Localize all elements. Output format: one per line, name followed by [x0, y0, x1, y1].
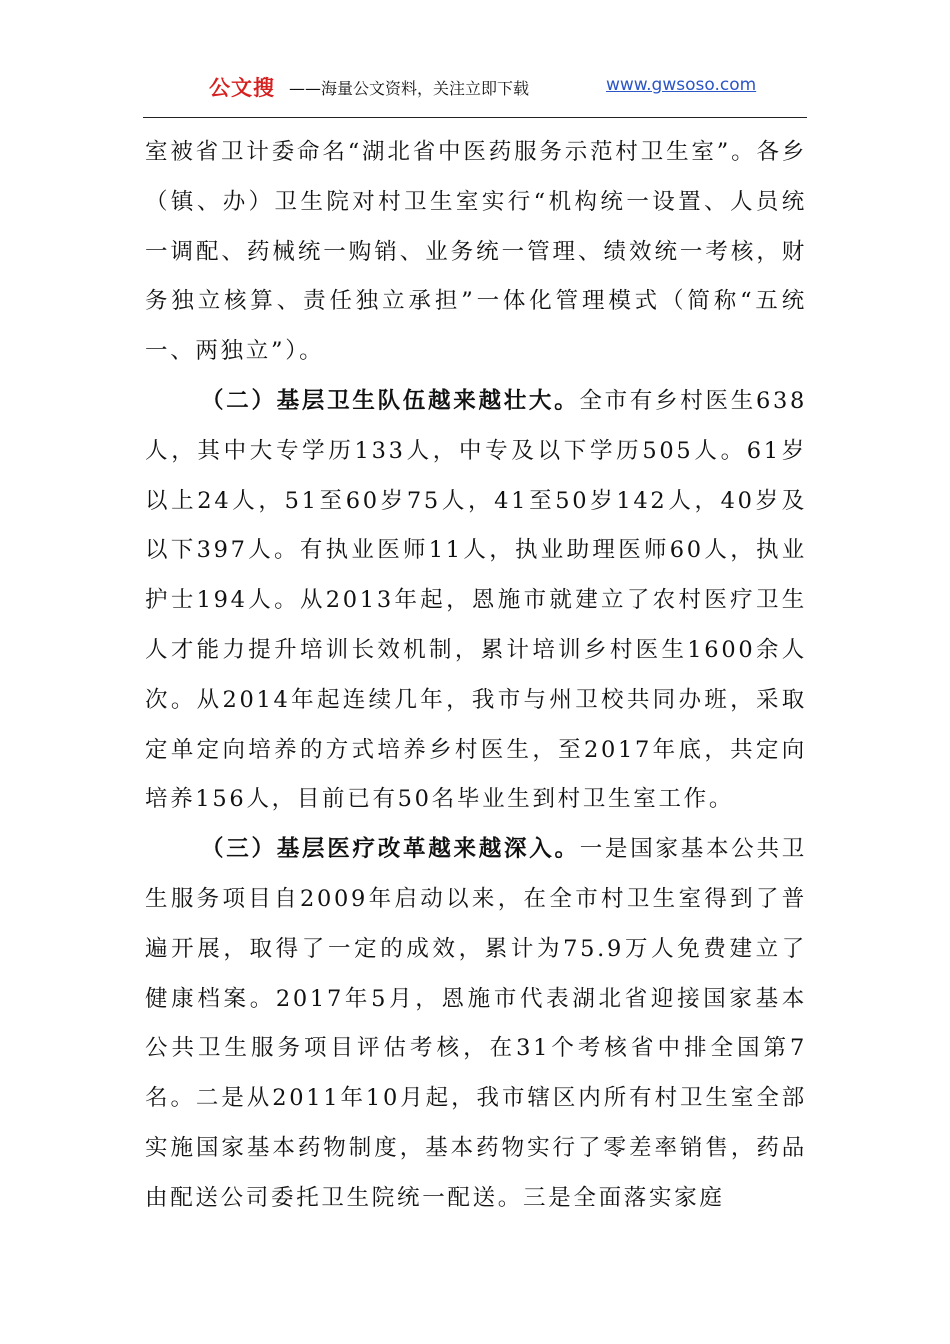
document-body: [145, 128, 807, 1224]
paragraph-text: 一是国家基本公共卫生服务项目自2009年启动以来，在全市村卫生室得到了普遍开展，取得了一定的成效，累计为75.9万人免费建立了健康档案。2017年5月，恩施市代表湖北省迎接国家基本公共卫生服务项目评估考核，在31个考核省中排全国第7名。二是从2011年10月起，我市辖区内所有村卫生室全部实施国家基本药物制度，基本药物实行了零差率销售，药品由配送公司委托卫生院统一配送。三是全面落实家庭: [145, 836, 807, 1211]
paragraph-text: 室被省卫计委命名“湖北省中医药服务示范村卫生室”。各乡（镇、办）卫生院对村卫生室实行“机构统一设置、人员统一调配、药械统一购销、业务统一管理、绩效统一考核，财务独立核算、责任独立承担”一体化管理模式（简称“五统一、两独立”）。: [145, 139, 807, 365]
header-tagline: ——海量公文资料，关注立即下载: [289, 79, 530, 98]
website-link[interactable]: www.gwsoso.com: [606, 75, 757, 95]
header-divider: [143, 117, 807, 118]
paragraph-text: 全市有乡村医生638人，其中大专学历133人，中专及以下学历505人。61岁以上24人，51至60岁75人，41至50岁142人，40岁及以下397人。有执业医师11人，执业助理医师60人，执业护士194人。从2013年起，恩施市就建立了农村医疗卫生人才能力提升培训长效机制，累计培训乡村医生1600余人次。从2014年起连续几年，我市与州卫校共同办班，采取定单定向培养的方式培养乡村医生，至2017年底，共定向培养156人，目前已有50名毕业生到村卫生室工作。: [145, 387, 807, 813]
paragraph-grassroots-staff: [145, 377, 807, 825]
brand-logo-text: 公文搜: [209, 76, 275, 100]
section-heading-2: （二）基层卫生队伍越来越壮大。: [201, 387, 580, 414]
page-header: [143, 68, 807, 118]
section-heading-3: （三）基层医疗改革越来越深入。: [201, 836, 580, 863]
paragraph-medical-reform: [145, 825, 807, 1223]
paragraph-continued: [145, 128, 807, 377]
